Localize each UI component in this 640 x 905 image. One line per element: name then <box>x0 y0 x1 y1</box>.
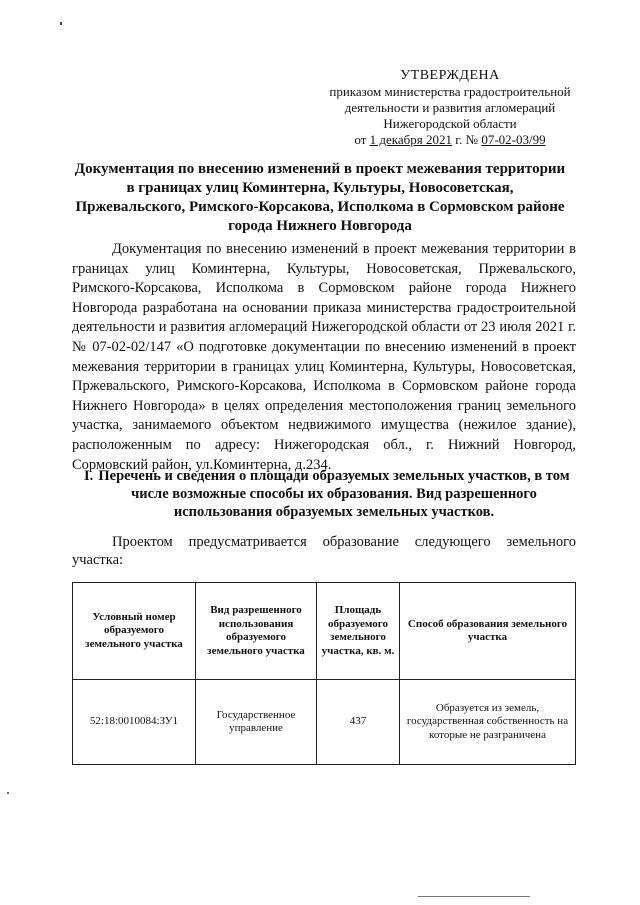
speck <box>60 22 62 25</box>
approval-line-2: деятельности и развития агломераций <box>344 100 556 115</box>
cell-parcel-id: 52:18:0010084:ЗУ1 <box>73 680 196 765</box>
body-paragraph: Документация по внесению изменений в проект межевания территории в границах улиц Коминтерна, Культуры, Новосоветская, Пржевальского, Римского-Корсакова, Исполкома в Сормовском районе города Нижнего Новгорода разработана на основании приказа министерства градостроительной деятельности и развития агломераций Нижегородской области от 23 июля 2021 г. № 07-02-02/147 «О подготовке документации по внесению изменений в проект межевания территории в границах улиц Коминтерна, Культуры, Новосоветская, Пржевальского, Римского-Корсакова, Исполкома в Сормовском районе города Нижнего Новгорода» в целях определения местоположения границ земельного участка, занимаемого объектом недвижимого имущества (нежилое здание), расположенным по адресу: Нижегородская обл., г. Нижний Новгород, Сормовский район, ул.Коминтерна, д.234. <box>72 241 576 473</box>
approval-stamp <box>300 68 600 148</box>
approval-line-1: приказом министерства градостроительной <box>329 84 571 99</box>
approval-date-line <box>300 132 600 148</box>
approval-date-middle: г. № <box>452 132 482 147</box>
approval-line-3: Нижегородской области <box>383 116 517 131</box>
header-cell-area: Площадь образуемого земельного участка, кв. м. <box>317 583 400 680</box>
cell-permitted-use: Государственное управление <box>196 680 317 765</box>
section-heading <box>84 467 584 521</box>
parcels-table <box>72 582 576 765</box>
section-title: Перечень и сведения о площади образуемых земельных участков, в том числе возможные способы их образования. Вид разрешенного использования образуемых земельных участков. <box>98 468 570 520</box>
approval-date-prefix: от <box>354 132 370 147</box>
intro-paragraph: Проектом предусматривается образование следующего земельного участка: <box>72 534 576 568</box>
header-cell-use: Вид разрешенного использования образуемого земельного участка <box>196 583 317 680</box>
section-number: I. <box>84 468 94 484</box>
speck <box>7 792 9 794</box>
header-cell-id: Условный номер образуемого земельного участка <box>73 583 196 680</box>
cell-formation-method: Образуется из земель, государственная собственность на которые не разграничена <box>400 680 576 765</box>
document-title: Документация по внесению изменений в проект межевания территории в границах улиц Коминтерна, Культуры, Новосоветская, Пржевальского, Римского-Корсакова, Исполкома в Сормовском районе города Нижнего Новгорода <box>74 161 566 234</box>
bottom-rule <box>418 896 530 897</box>
table-row <box>73 680 576 765</box>
header-cell-method: Способ образования земельного участка <box>400 583 576 680</box>
approval-number: 07-02-03/99 <box>481 132 546 147</box>
cell-area: 437 <box>317 680 400 765</box>
approval-date: 1 декабря 2021 <box>369 132 453 147</box>
table-header-row <box>73 583 576 680</box>
approval-heading: УТВЕРЖДЕНА <box>400 68 500 83</box>
